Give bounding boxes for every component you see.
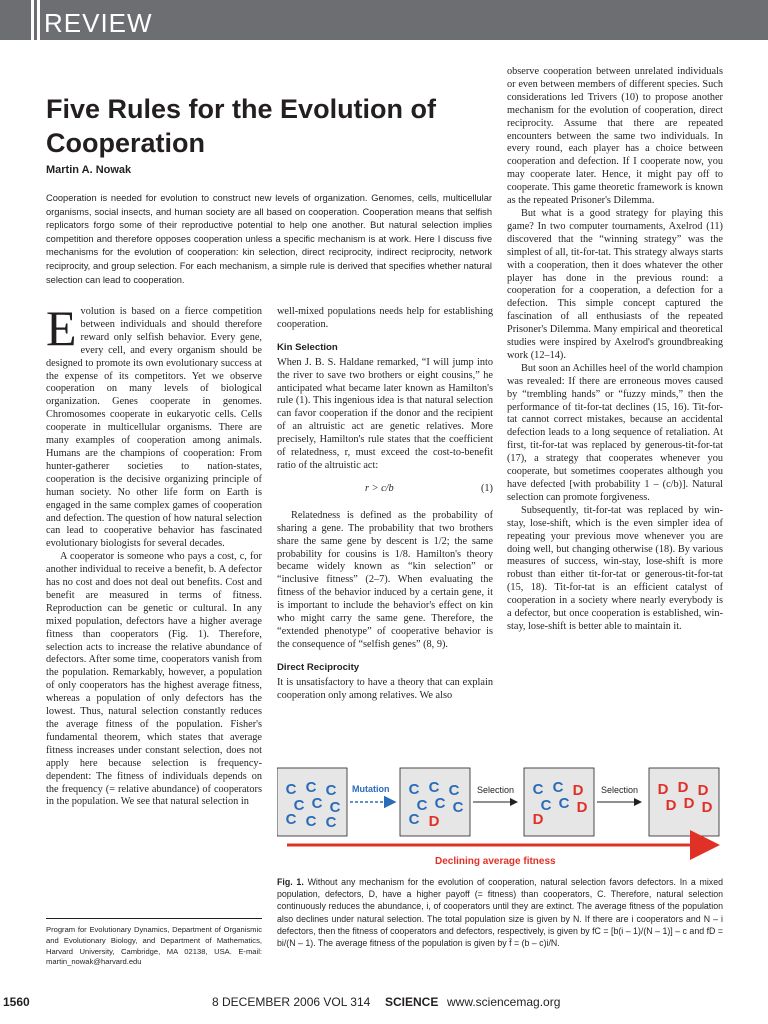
cooperator-marker: C: [452, 799, 464, 816]
defector-marker: D: [576, 799, 588, 816]
body-paragraph: But what is a good strategy for playing this game? In two computer tournaments, Axelrod (11) discovered that the “winning strategy” was the simplest of all, tit-for-tat. This strategy always starts with a cooperation, then it does whatever the other player has done in the previous round: a cooperation for a cooperation, a defection for a defection. This simple concept captured the fascination of all enthusiasts of the repeated Prisoner's Dilemma. Many empirical and theoretical studies were inspired by Axelrod's groundbreaking work (12–14).: [507, 207, 723, 361]
equation-number: (1): [480, 482, 493, 494]
equation-1: [277, 483, 493, 496]
article-abstract: Cooperation is needed for evolution to construct new levels of organization. Genomes, cells, multicellular organisms, social insects, and human society are all based on cooperation. Cooperation means that selfish replicators forgo some of their reproductive potential to help one another. But natural selection implies competition and therefore opposes cooperation unless a specific mechanism is at work. Here I discuss five mechanisms for the evolution of cooperation: kin selection, direct reciprocity, indirect reciprocity, network reciprocity, and group selection. For each mechanism, a simple rule is derived that specifies whether natural selection can lead to cooperation.: [46, 193, 492, 285]
cooperator-marker: C: [293, 797, 305, 814]
figure-1-diagram: [277, 760, 723, 870]
paragraph-text: volution is based on a fierce competition between individuals and should therefore reward only selfish behavior. Every gene, every cell, and every organism should be designed to promote its own evolutionary success at the expense of its competitors. Yet we observe cooperation on many levels of biological organization. Genes cooperate in genomes. Chromosomes cooperate in eukaryotic cells. Cells cooperate in multicellular organisms. There are many examples of cooperation among animals. Humans are the champions of cooperation: From hunter-gatherer societies to nation-states, cooperation is the decisive organizing principle of human society. No other life form on Earth is engaged in the same complex games of cooperation and defection. The question of how natural selection can lead to cooperative behavior has fascinated evolutionary biologists for several decades.: [46, 306, 262, 550]
body-column-3: [507, 66, 723, 746]
author-affiliation: Program for Evolutionary Dynamics, Department of Organismic and Evolutionary Biology, and Department of Mathematics, Harvard University, Cambridge, MA 02138, USA. E-mail: martin_nowak@harvard.edu: [46, 918, 262, 968]
defector-marker: D: [677, 779, 689, 796]
cooperator-marker: C: [305, 813, 317, 830]
drop-cap: E: [46, 306, 77, 356]
defector-marker: D: [697, 782, 709, 799]
cooperator-marker: C: [416, 797, 428, 814]
body-paragraph: [46, 306, 262, 551]
cooperator-marker: C: [434, 795, 446, 812]
article-author: Martin A. Nowak: [46, 164, 132, 176]
defector-marker: D: [657, 781, 669, 798]
defector-marker: D: [428, 813, 440, 830]
section-header-bar: [0, 0, 768, 40]
cooperator-marker: C: [408, 781, 420, 798]
equation-text: r > c/b: [365, 482, 394, 494]
figure-1-caption: [277, 876, 723, 949]
body-paragraph: observe cooperation between unrelated individuals or even between members of different species. Such considerations led Trivers (10) to propose another mechanism for the evolution of cooperation, direct reciprocity. Assume that there are repeated encounters between the same two individuals. In every round, each player has a choice between cooperation and defection. If I cooperate now, you may cooperate later. Hence, it might pay off to cooperate. This game theoretic framework is known as the repeated Prisoner's Dilemma.: [507, 66, 723, 207]
cooperator-marker: C: [408, 811, 420, 828]
article-title: Five Rules for the Evolution of Cooperation: [46, 94, 437, 158]
body-paragraph: Relatedness is defined as the probability of sharing a gene. The probability that two brothers share the same gene by descent is 1/2; the same probability for cousins is 1/8. Hamilton's theory became widely known as “kin selection” or “inclusive fitness” (2–7). When evaluating the fitness of the behavior induced by a certain gene, it is important to include the behavior's effect on kin who might carry the same gene. Therefore, the “extended phenotype” of cooperative behavior is the consequence of “selfish genes” (8, 9).: [277, 509, 493, 650]
issue-info: 8 DECEMBER 2006 VOL 314: [212, 995, 371, 1009]
section-heading-kin-selection: Kin Selection: [277, 341, 338, 353]
caption-text: Without any mechanism for the evolution of cooperation, natural selection favors defectors. In a mixed population, defectors, D, have a higher payoff (= fitness) than cooperators, C. Therefore, natural selection continuously reduces the abundance, i, of cooperators until they are extinct. The average fitness of the population also declines under natural selection. The total population size is given by N. If there are i cooperators and N – i defectors, then the fitness of cooperators and defectors, respectively, is given by fC = [b(i – 1)/(N – 1)] – c and fD = bi/(N – 1). The average fitness of the population is given by f̄ = (b – c)i/N.: [277, 877, 723, 949]
defector-marker: D: [572, 782, 584, 799]
body-paragraph: well-mixed populations needs help for establishing cooperation.: [277, 306, 493, 330]
defector-marker: D: [683, 795, 695, 812]
page-footer: [0, 993, 768, 1013]
cooperator-marker: C: [305, 779, 317, 796]
body-paragraph: A cooperator is someone who pays a cost, c, for another individual to receive a benefit, b. A defector has no cost and does not deal out benefits. Cost and benefit are measured in terms of fitness. Reproduction can be genetic or cultural. In any mixed population, defectors have a higher average fitness than cooperators (Fig. 1). Therefore, selection acts to increase the relative abundance of defectors. After some time, cooperators vanish from the population. Remarkably, however, a population of only cooperators has the highest average fitness, whereas a population of only defectors has the lowest. Thus, natural selection constantly reduces the average fitness of the population. Fisher's fundamental theorem, which states that average fitness increases under constant selection, does not apply here because selection is frequency-dependent: The fitness of individuals depends on the frequency (= relative abundance) of cooperators in the population. We see that natural selection in: [46, 551, 262, 808]
cooperator-marker: C: [448, 782, 460, 799]
body-paragraph: When J. B. S. Haldane remarked, “I will jump into the river to save two brothers or eight cousins,” he anticipated what became later known as Hamilton's rule (1). This ingenious idea is that natural selection can favor cooperation if the donor and the recipient of an altruistic act are genetic relatives. More precisely, Hamilton's rule states that the coefficient of relatedness, r, must exceed the cost-to-benefit ratio of the altruistic act:: [277, 356, 493, 471]
defector-marker: D: [665, 797, 677, 814]
declining-fitness-label: Declining average fitness: [435, 856, 556, 867]
header-rule: [31, 0, 34, 40]
cooperator-marker: C: [558, 795, 570, 812]
body-column-2: [277, 306, 493, 746]
cooperator-marker: C: [532, 781, 544, 798]
body-paragraph: But soon an Achilles heel of the world champion was revealed: If there are erroneous moves caused by “trembling hands” or “fuzzy minds,” then the performance of tit-for-tat declines (15, 16). Tit-for-tat cannot correct mistakes, because an accidental defection leads to a long sequence of retaliation. At first, tit-for-tat was replaced by generous-tit-for-tat (17), a strategy that cooperates whenever you cooperate, but sometimes cooperates although you have defected [with probability 1 – (c/b)]. Natural selection can promote forgiveness.: [507, 362, 723, 503]
cooperator-marker: C: [325, 814, 337, 831]
selection-label: Selection: [477, 785, 515, 795]
cooperator-marker: C: [311, 795, 323, 812]
section-label: REVIEW: [44, 8, 153, 38]
cooperator-marker: C: [285, 781, 297, 798]
cooperator-marker: C: [325, 782, 337, 799]
section-heading-direct-reciprocity: Direct Reciprocity: [277, 661, 360, 673]
mutation-label: Mutation: [352, 784, 390, 794]
cooperator-marker: C: [285, 811, 297, 828]
body-paragraph: Subsequently, tit-for-tat was replaced by win-stay, lose-shift, which is the even simpler idea of repeating your previous move whenever you are doing well, but changing otherwise (18). By various measures of success, win-stay, lose-shift is more robust than either tit-for-tat or generous-tit-for-tat (15, 18). Tit-for-tat is an efficient catalyst of cooperation in a society where nearly everybody is a defector, but once cooperation is established, win-stay, lose-shift is better able to maintain it.: [507, 504, 723, 632]
body-paragraph: It is unsatisfactory to have a theory that can explain cooperation only among relatives. We also: [277, 676, 493, 701]
defector-marker: D: [701, 799, 713, 816]
header-rule: [37, 0, 40, 40]
cooperator-marker: C: [428, 779, 440, 796]
selection-label: Selection: [601, 785, 639, 795]
page-number: 1560: [3, 995, 30, 1009]
cooperator-marker: C: [540, 797, 552, 814]
defector-marker: D: [532, 811, 544, 828]
journal-url: www.sciencemag.org: [447, 995, 561, 1009]
body-column-1: [46, 306, 262, 904]
journal-name: SCIENCE: [385, 995, 439, 1009]
cooperator-marker: C: [552, 779, 564, 796]
cooperator-marker: C: [329, 799, 341, 816]
caption-label: Fig. 1.: [277, 877, 304, 887]
